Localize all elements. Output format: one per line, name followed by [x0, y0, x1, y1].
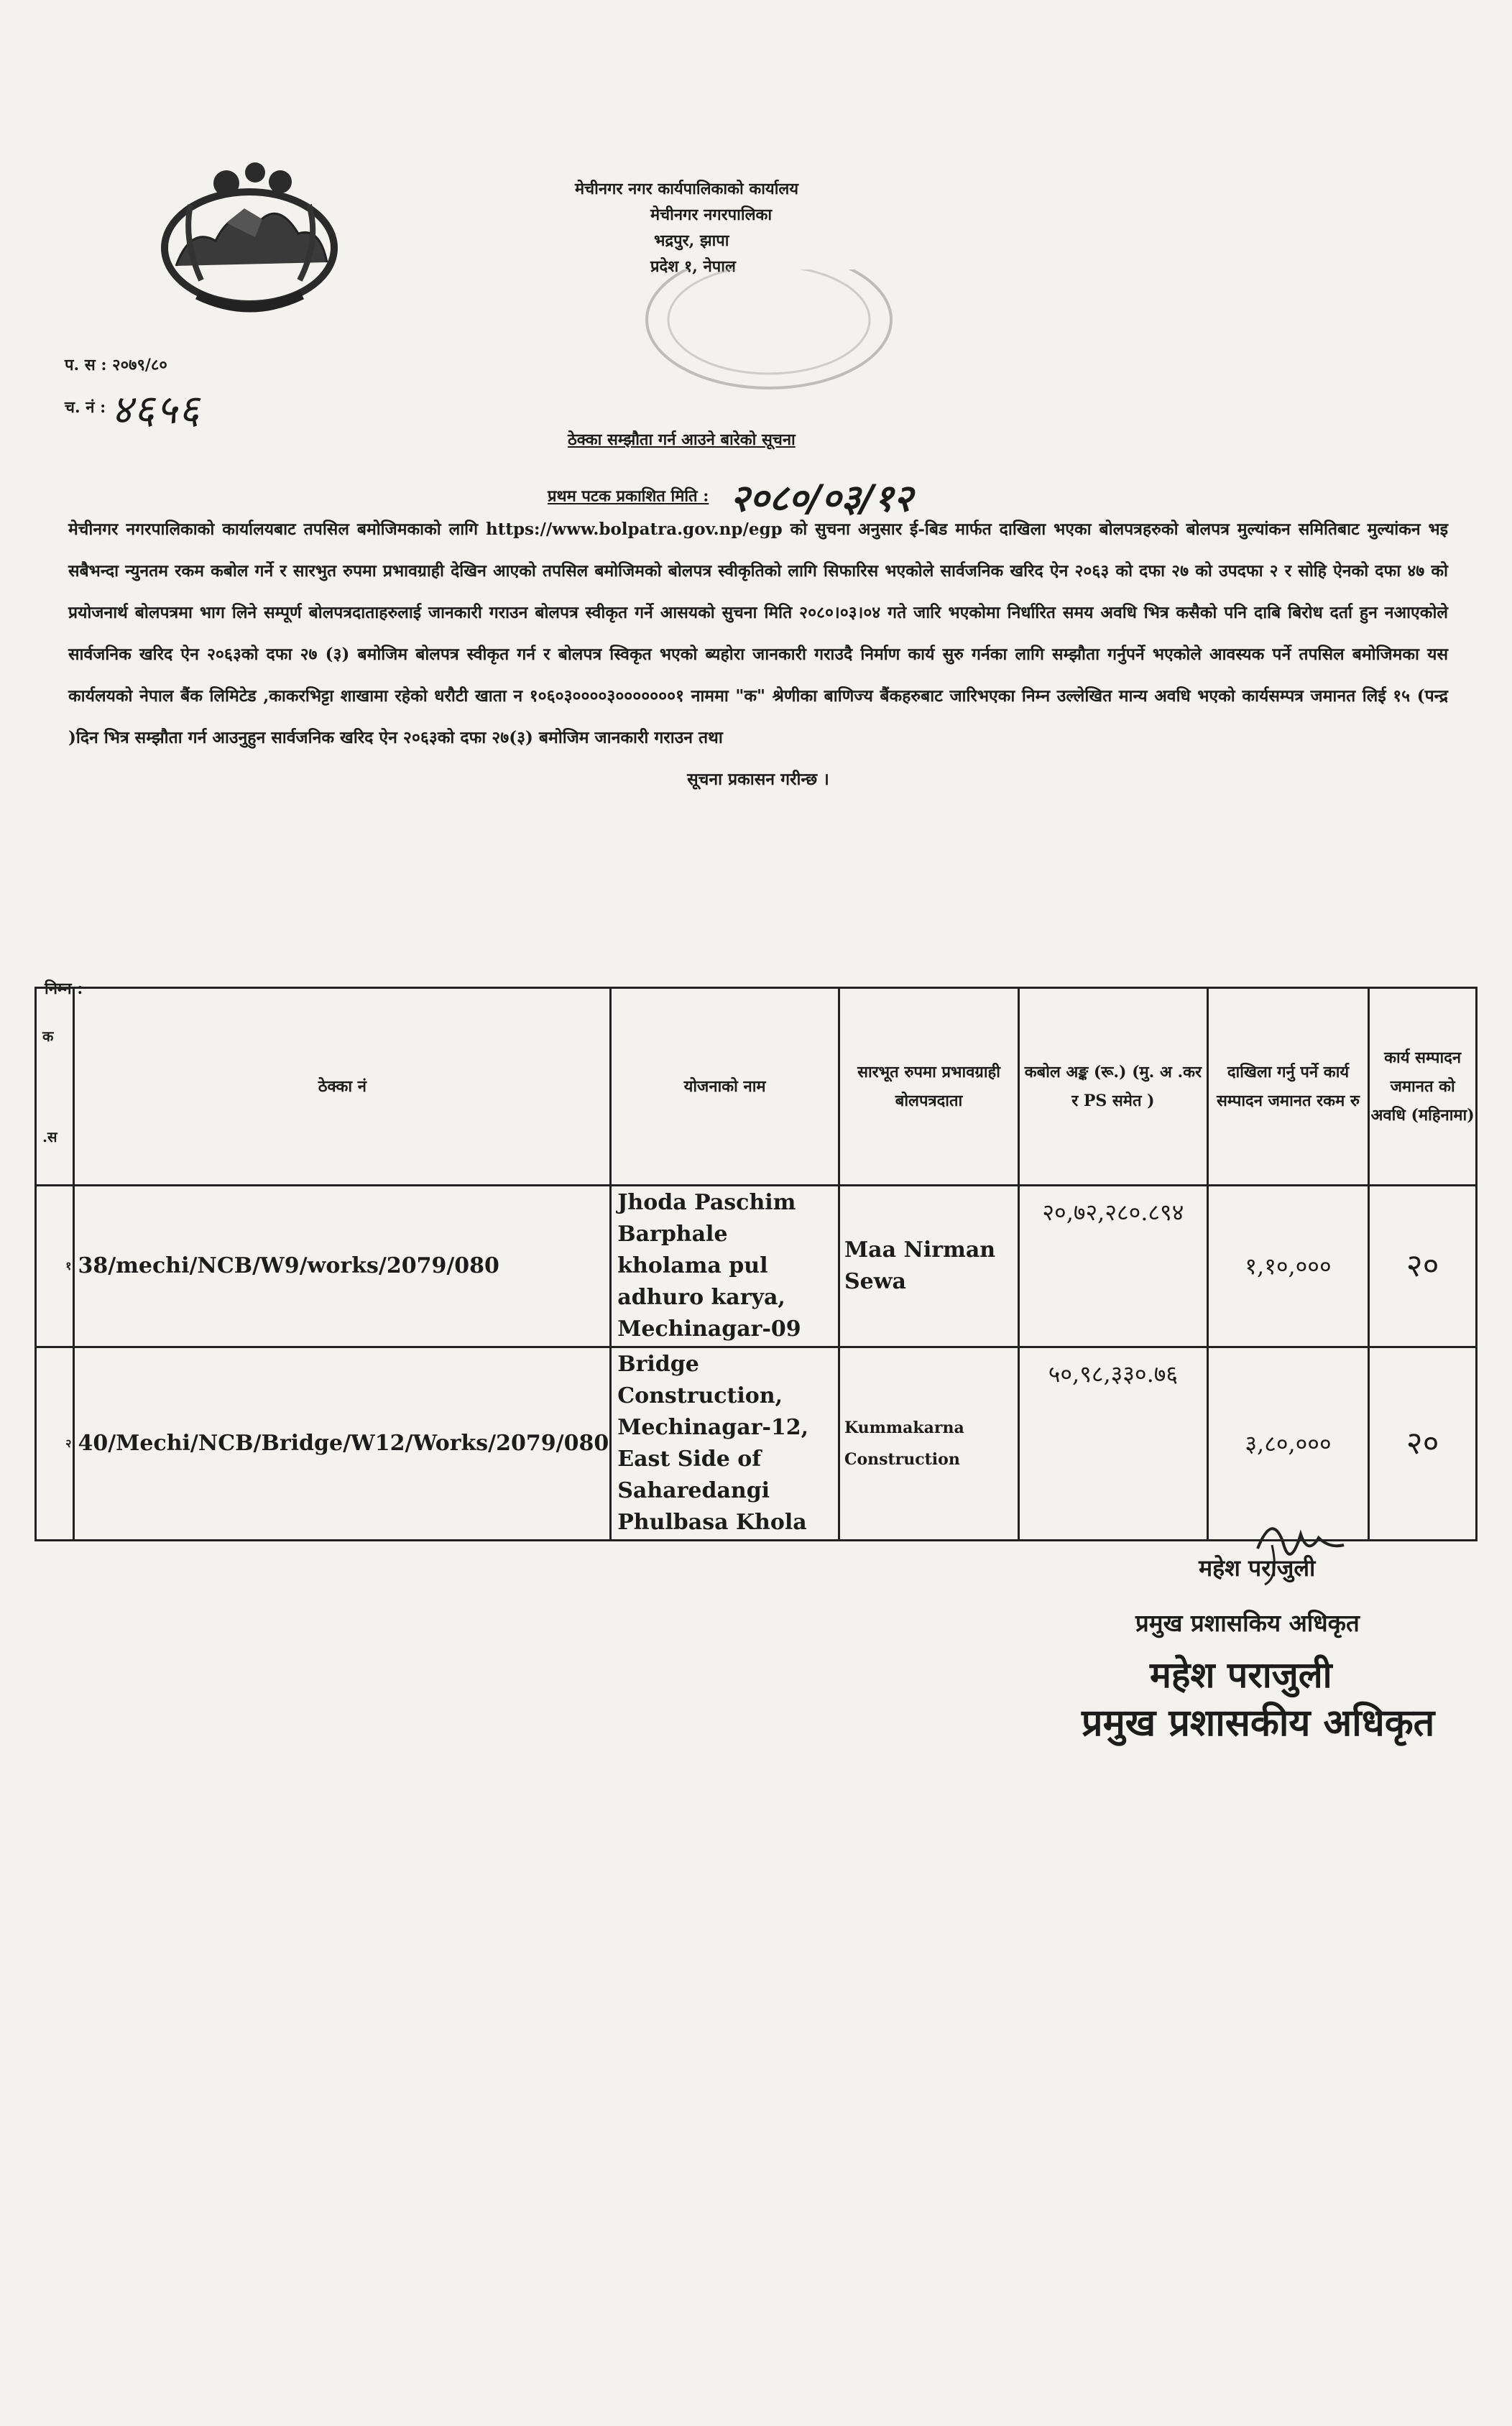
col-header-bidder: सारभूत रुपमा प्रभावग्राही बोलपत्रदाता [839, 988, 1018, 1186]
row-project-name: Bridge Construction, Mechinagar-12, East Side of Saharedangi Phulbasa Khola [611, 1347, 839, 1541]
row-contract-no: 40/Mechi/NCB/Bridge/W12/Works/2079/080 [74, 1347, 611, 1541]
stamp-signatory-title: प्रमुख प्रशासकीय अधिकृत [1082, 1702, 1435, 1745]
col-header-performance-security: दाखिला गर्नु पर्ने कार्य सम्पादन जमानत रकम रु [1207, 988, 1369, 1186]
office-province: प्रदेश १, नेपाल [650, 257, 736, 276]
col-header-project-name: योजनाको नाम [611, 988, 839, 1186]
row-sn: २ [36, 1347, 74, 1541]
notice-closing: सूचना प्रकासन गरीन्छ । [687, 770, 829, 789]
row-bid-amount: २०,७२,२८०.८९४ [1019, 1186, 1208, 1347]
row-validity-months: २० [1369, 1347, 1477, 1541]
row-project-name: Jhoda Paschim Barphale kholama pul adhuro karya, Mechinagar-09 [611, 1186, 839, 1347]
nepal-emblem-icon [147, 140, 352, 320]
row-bidder: Maa Nirman Sewa [839, 1186, 1018, 1347]
publish-date: २०८०/०३/१२ [730, 477, 913, 520]
publish-date-label: प्रथम पटक प्रकाशित मिति : [548, 486, 709, 506]
notice-body-paragraph: मेचीनगर नगरपालिकाको कार्यालयबाट तपसिल बमोजिमकाको लागि https://www.bolpatra.gov.np/egp को सुचना अनुसार ई-बिड मार्फत दाखिला भएका बोलपत्रहरुको बोलपत्र मुल्यांकन समितिबाट मुल्यांकन भइ सबैभन्दा न्युनतम रकम कबोल गर्ने र सारभुत रुपमा प्रभावग्राही देखिन आएको तपसिल बमोजिमको बोलपत्र स्वीकृतिको लागि सिफारिस भएकोले सार्वजनिक खरिद ऐन २०६३ को दफा २७ को उपदफा २ र सोहि ऐनको दफा ४७ को प्रयोजनार्थ बोलपत्रमा भाग लिने सम्पूर्ण बोलपत्रदाताहरुलाई जानकारी गराउन बोलपत्र स्वीकृत गर्ने आसयको सुचना मिति २०८०।०३।०४ गते जारि भएकोमा निर्धारित समय अवधि भित्र कसैको पनि दाबि बिरोध दर्ता हुन नआएकोले सार्वजनिक खरिद ऐन २०६३को दफा २७ (३) बमोजिम बोलपत्र स्वीकृत गर्न र बोलपत्र स्विकृत भएको ब्यहोरा जानकारी गराउदै निर्माण कार्य सुरु गर्नका लागि सम्झौता गर्नुपर्ने भएकोले आवस्यक पर्ने तपसिल बमोजिमका यस कार्यलयको नेपाल बैंक लिमिटेड ,काकरभिट्टा शाखामा रहेको धरौटी खाता न १०६०३००००३०००००००१ नाममा "क" श्रेणीका बाणिज्य बैंकहरुबाट जारिभएका निम्न उल्लेखित मान्य अवधि भएको कार्यसम्पत्र जमानत लिई १५ (पन्द्र )दिन भित्र सम्झौता गर्न आउनुहुन सार्वजनिक खरिद ऐन २०६३को दफा २७(३) बमोजिम जानकारी गराउन तथा [68, 520, 1448, 747]
office-stamp-icon [618, 269, 920, 399]
row-sn: १ [36, 1186, 74, 1347]
table-caption: निम्न : [45, 979, 83, 998]
contract-table [34, 987, 1478, 1541]
notice-title: ठेक्का सम्झौता गर्न आउने बारेको सूचना [568, 430, 796, 449]
row-bid-amount: ५०,९८,३३०.७६ [1019, 1347, 1208, 1541]
row-validity-months: २० [1369, 1186, 1477, 1347]
col-header-sn-line2: .स [42, 1128, 57, 1145]
row-contract-no: 38/mechi/NCB/W9/works/2079/080 [74, 1186, 611, 1347]
col-header-security-validity: कार्य सम्पादन जमानत को अवधि (महिनामा) [1369, 988, 1477, 1186]
signatory-name: महेश पराजुली [1199, 1554, 1316, 1582]
table-header-row [36, 988, 1477, 1186]
row-bidder: Kummakarna Construction [839, 1347, 1018, 1541]
row-performance-security: १,१०,००० [1207, 1186, 1369, 1347]
col-header-sn-line1: क [42, 1028, 54, 1045]
office-header [575, 176, 949, 280]
notice-body [68, 509, 1448, 801]
row-performance-security: ३,८०,००० [1207, 1347, 1369, 1541]
chalani-label: च. नं : [65, 398, 106, 417]
patra-sankhya: प. स : २०७९/८० [65, 356, 167, 374]
table-row [36, 1186, 1477, 1347]
municipality-name: मेचीनगर नगरपालिका [650, 206, 773, 224]
signatory-title: प्रमुख प्रशासकिय अधिकृत [1135, 1609, 1360, 1637]
col-header-bid-amount: कबोल अङ्क (रू.) (मु. अ .कर र PS समेत ) [1019, 988, 1208, 1186]
office-location: भद्रपुर, झापा [654, 231, 729, 250]
chalani-number-row [65, 381, 200, 435]
stamp-signatory-name: महेश पराजुली [1150, 1654, 1332, 1696]
col-header-contract-no: ठेक्का नं [74, 988, 611, 1186]
col-header-sn [36, 988, 74, 1186]
office-name: मेचीनगर नगर कार्यपालिकाको कार्यालय [575, 180, 799, 198]
chalani-number: ४६५६ [111, 387, 201, 433]
